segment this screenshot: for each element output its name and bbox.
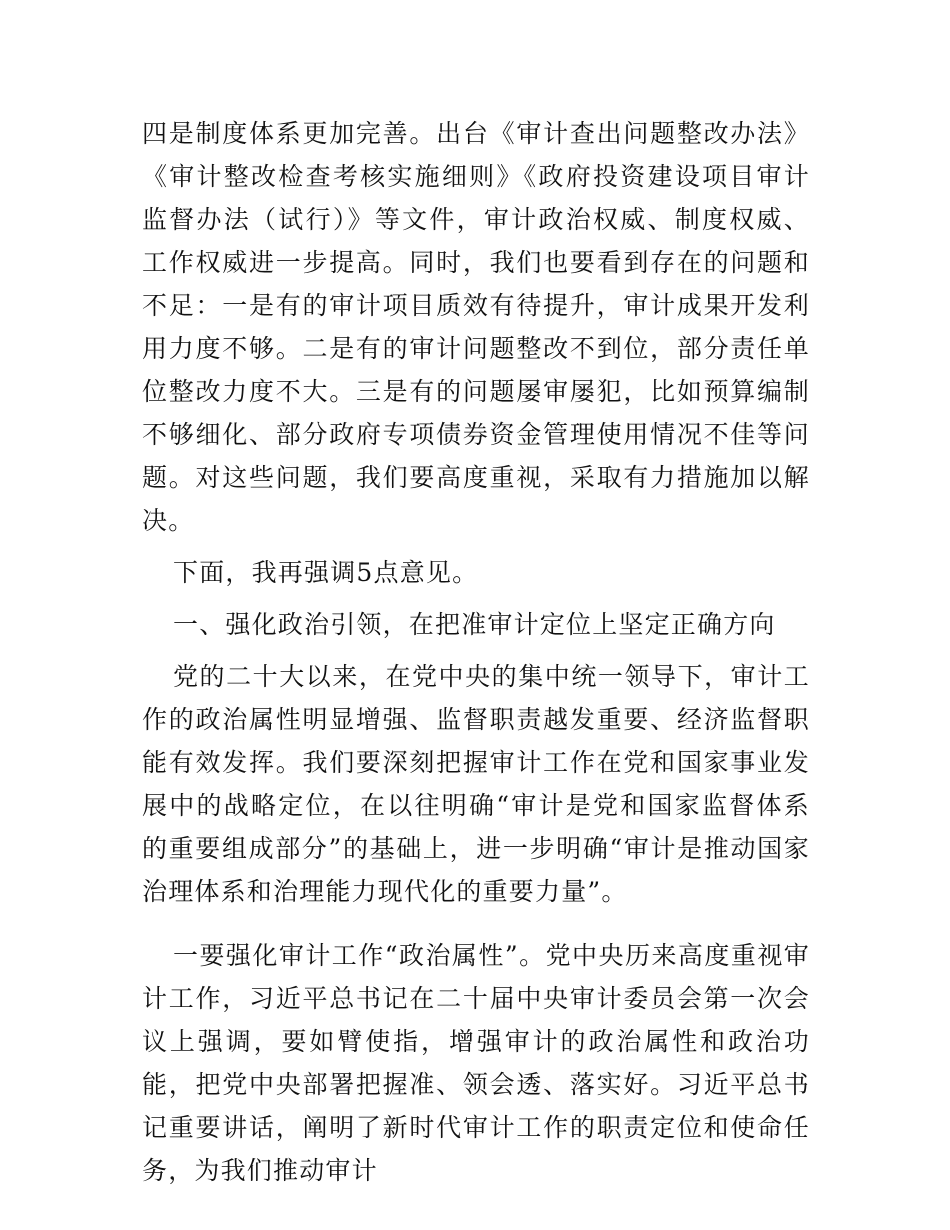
paragraph-five-points-intro: 下面，我再强调5点意见。 <box>173 558 479 587</box>
section-heading-political-leadership: 一、强化政治引领，在把准审计定位上坚定正确方向 <box>173 610 776 639</box>
paragraph-audit-positioning: 党的二十大以来，在党中央的集中统一领导下，审计工作的政治属性明显增强、监督职责越发重要、经济监督职能有效发挥。我们要深刻把握审计工作在党和国家事业发展中的战略定位，在以往明确“审计是党和国家监督体系的重要组成部分”的基础上，进一步明确“审计是推动国家治理体系和治理能力现代化的重要力量”。 <box>142 662 810 906</box>
paragraph-institutional-improvement: 四是制度体系更加完善。出台《审计查出问题整改办法》《审计整改检查考核实施细则》《政府投资建设项目审计监督办法（试行）》等文件，审计政治权威、制度权威、工作权威进一步提高。同时，我们也要看到存在的问题和不足：一是有的审计项目质效有待提升，审计成果开发利用力度不够。二是有的审计问题整改不到位，部分责任单位整改力度不大。三是有的问题屡审屡犯，比如预算编制不够细化、部分政府专项债券资金管理使用情况不佳等问题。对这些问题，我们要高度重视，采取有力措施加以解决。 <box>142 119 810 535</box>
document-page <box>142 112 810 1192</box>
paragraph-political-attribute: 一要强化审计工作“政治属性”。党中央历来高度重视审计工作，习近平总书记在二十届中央审计委员会第一次会议上强调，要如臂使指，增强审计的政治属性和政治功能，把党中央部署把握准、领会透、落实好。习近平总书记重要讲话，阐明了新时代审计工作的职责定位和使命任务，为我们推动审计 <box>142 941 810 1185</box>
